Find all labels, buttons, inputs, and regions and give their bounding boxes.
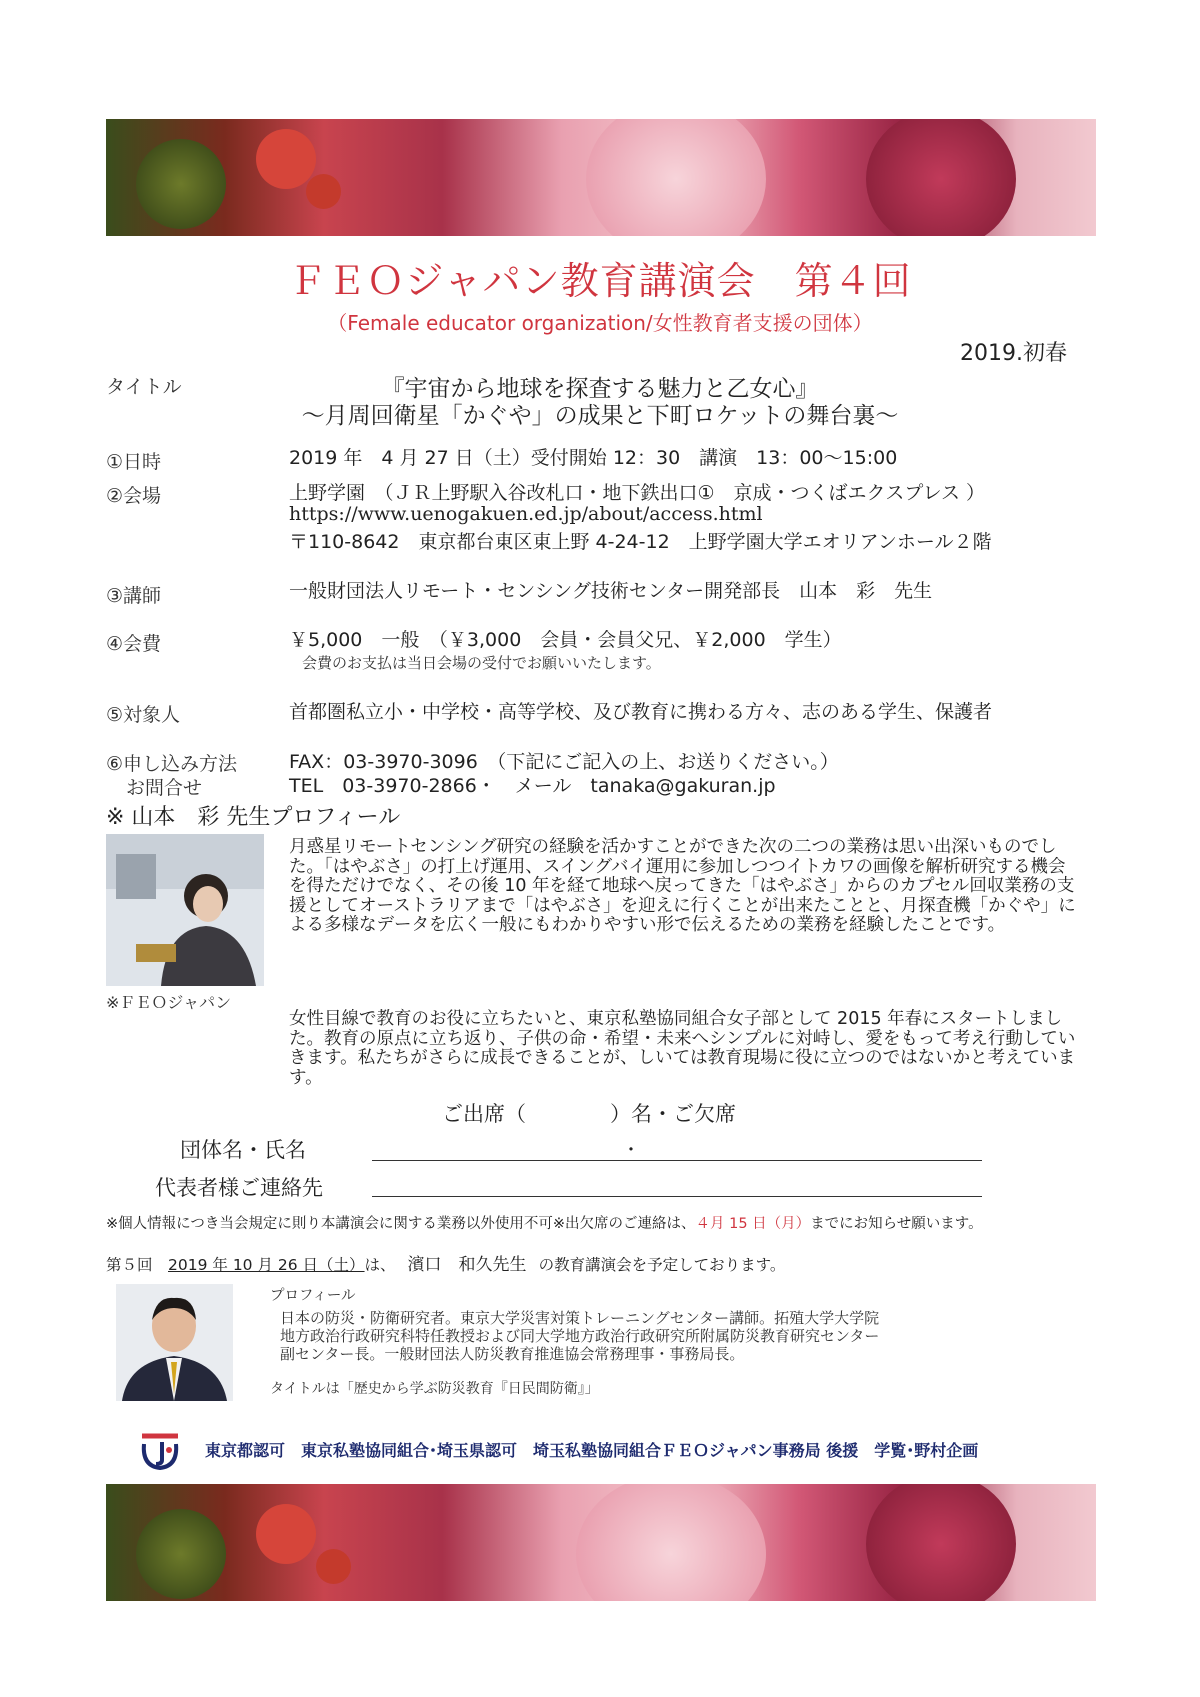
profile-heading: ※ 山本 彩 先生プロフィール (106, 805, 401, 830)
notice-text-after: までにお知らせ願います。 (810, 1216, 983, 1232)
venue-address: 〒110-8642 東京都台東区東上野 4-24-12 上野学園大学エオリアンホール２階 (289, 531, 992, 553)
apply-label: ⑥申し込み方法 (106, 753, 238, 775)
feo-text: 女性目線で教育のお役に立ちたいと、東京私塾協同組合女子部として 2015 年春にスタートしました。教育の原点に立ち返り、子供の命・希望・未来へシンプルに対峙し、愛をもって考え行動していきます。私たちがさらに成長できることが、しいては教育現場に役に立つのではないかと考えています。 (289, 1009, 1076, 1088)
lecture-title: 『宇宙から地球を探査する魅力と乙女心』 (381, 376, 819, 402)
privacy-notice (106, 1212, 983, 1233)
attendance-field[interactable]: ご出席（ ）名・ご欠席 (442, 1102, 736, 1126)
title-label: タイトル (106, 376, 182, 398)
top-flower-banner (106, 119, 1096, 236)
lecturer-label: ③講師 (106, 585, 162, 607)
profile-text: 月惑星リモートセンシング研究の経験を活かすことができた次の二つの業務は思い出深いものでした。「はやぶさ」の打上げ運用、スイングバイ運用に参加しつつイトカワの画像を解析研究する機会を得ただけでなく、その後 10 年を経て地球へ戻ってきた「はやぶさ」からのカプセル回収業務の支援としてオーストラリアまで「はやぶさ」を迎えに行くことが出来たことと、月探査機「かぐや」による多様なデータを広く一般にもわかりやすい形で伝えるための業務を経験したことです。 (289, 837, 1076, 935)
fax-value: FAX：03-3970-3096 （下記にご記入の上、お送りください。） (289, 751, 839, 773)
target-value: 首都圏私立小・中学校・高等学校、及び教育に携わる方々、志のある学生、保護者 (289, 701, 993, 723)
lecturer-photo (106, 834, 264, 986)
issue-date: 2019.初春 (960, 341, 1067, 366)
next-event (106, 1250, 785, 1275)
datetime-label: ①日時 (106, 451, 162, 473)
next-event-suffix: の教育講演会を予定しております。 (538, 1256, 786, 1274)
org-name-label: 団体名・氏名 (180, 1138, 306, 1162)
fee-label: ④会費 (106, 633, 162, 655)
next-speaker: 濱口 和久先生 (407, 1255, 527, 1275)
contact-label: 代表者様ご連絡先 (155, 1176, 323, 1200)
contact-input-line[interactable] (372, 1196, 982, 1197)
page-title: ＦＥＯジャパン教育講演会 第４回 (288, 259, 912, 303)
next-event-middle: は、 (364, 1256, 396, 1274)
tel-value: TEL 03-3970-2866・ メール tanaka@gakuran.jp (289, 775, 776, 797)
inquiry-label: お問合せ (126, 777, 203, 799)
bottom-flower-banner (106, 1484, 1096, 1601)
lecturer-value: 一般財団法人リモート・センシング技術センター開発部長 山本 彩 先生 (289, 580, 933, 602)
next-title: タイトルは「歴史から学ぶ防災教育『日民間防衛』」 (270, 1381, 599, 1397)
target-label: ⑤対象人 (106, 704, 181, 726)
next-event-date: 2019 年 10 月 26 日（土） (168, 1256, 365, 1274)
lecture-subtitle: ～月周回衛星「かぐや」の成果と下町ロケットの舞台裏～ (301, 403, 899, 429)
next-profile-line1: 日本の防災・防衛研究者。東京大学災害対策トレーニングセンター講師。拓殖大学大学院 (280, 1309, 880, 1327)
notice-text-before: ※個人情報につき当会規定に則り本講演会に関する業務以外使用不可※出欠席のご連絡は、 (106, 1216, 696, 1232)
venue-line: 上野学園 （ＪＲ上野駅入谷改札口・地下鉄出口① 京成・つくばエクスプレス ） (289, 482, 986, 504)
org-name-input-line[interactable] (372, 1160, 982, 1161)
next-profile-line2: 地方政治行政研究科特任教授および同大学地方政治行政研究所附属防災教育研究センター (280, 1327, 880, 1345)
feo-logo-icon (138, 1430, 182, 1474)
venue-url[interactable]: https://www.uenogakuen.ed.jp/about/access.html (289, 503, 763, 525)
venue-label: ②会場 (106, 485, 162, 507)
sponsor-line: 東京都認可 東京私塾協同組合･埼玉県認可 埼玉私塾協同組合ＦＥＯジャパン事務局 後援 学覧･野村企画 (205, 1441, 979, 1460)
next-event-prefix: 第５回 (106, 1256, 169, 1274)
page-subtitle: （Female educator organization/女性教育者支援の団体） (327, 311, 873, 335)
datetime-value: 2019 年 4 月 27 日（土）受付開始 12：30 講演 13：00～15:00 (289, 447, 898, 469)
next-profile-line3: 副センター長。一般財団法人防災教育推進協会常務理事・事務局長。 (280, 1345, 745, 1363)
fee-note: 会費のお支払は当日会場の受付でお願いいたします。 (302, 654, 661, 672)
feo-label: ※ＦＥＯジャパン (106, 993, 232, 1012)
rsvp-deadline: ４月 15 日（月） (695, 1216, 811, 1232)
org-name-dot: ・ (622, 1140, 640, 1161)
fee-value: ￥5,000 一般 （￥3,000 会員・会員父兄、￥2,000 学生） (289, 629, 842, 651)
next-profile-heading: プロフィール (270, 1288, 356, 1304)
next-speaker-photo (116, 1284, 233, 1401)
